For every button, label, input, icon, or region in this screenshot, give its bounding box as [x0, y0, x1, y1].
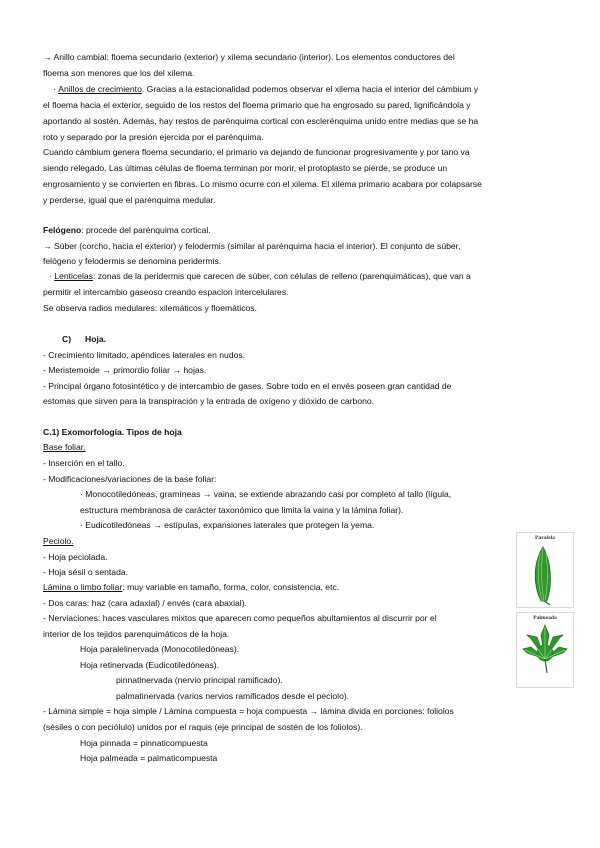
- figure-palmatinervada: [516, 612, 574, 688]
- text-line: aportando al sostén. Además, hay restos de parénquima cortical con esclerénquima unido entre medias que se ha: [43, 116, 479, 126]
- text-line: (sésiles o con peciólulo) unidos por el raquis (eje principal de sostén de los foliolos).: [43, 722, 363, 732]
- palmate-leaf-icon: [517, 613, 573, 687]
- section-title-exomorfologia: C.1) Exomorfología. Tipos de hoja: [43, 427, 182, 437]
- text-line: permitir el intercambio gaseoso creando espacion intercelulares.: [43, 287, 289, 297]
- figure-paralelinervada: [516, 532, 574, 608]
- text-line: floema son menores que los del xilema.: [43, 68, 195, 78]
- list-item: - Inserción en el tallo.: [43, 458, 125, 468]
- section-title-hoja: Hoja.: [85, 334, 107, 344]
- term-felogeno: Felógeno: [43, 225, 82, 235]
- text-fragment: : muy variable en tamaño, forma, color, consistencia, etc.: [122, 582, 340, 592]
- text-line: [53, 84, 478, 95]
- text-line: felógeno y felodermis se denomina peridermis.: [43, 256, 222, 266]
- text-line: → Anillo cambial: floema secundario (exterior) y xilema secundario (interior). Los elementos conductores del: [43, 52, 455, 62]
- list-item: · Eudicotiledóneas → estípulas, expansiones laterales que protegen la yema.: [80, 520, 375, 530]
- text-line: [49, 271, 471, 282]
- text-line: estomas que sirven para la transpiración y la entrada de oxígeno y dióxido de carbono.: [43, 396, 375, 406]
- list-item: - Crecimiento limitado, apéndices laterales en nudos.: [43, 350, 246, 360]
- text-line: roto y separado por la presión ejercida por el parénquima.: [43, 132, 264, 142]
- list-item: - Hoja sésil o sentada.: [43, 567, 129, 577]
- list-item: - Nerviaciones: haces vasculares mixtos que aparecen como pequeños abultamientos al discurrir por el: [43, 613, 437, 623]
- text-line: → Súber (corcho, hacia el exterior) y felodermis (similar al parénquima hacia el interior). El conjunto de súber,: [43, 241, 461, 251]
- text-fragment: : procede del parénquima cortical.: [81, 225, 211, 235]
- parallel-leaf-icon: [517, 533, 573, 607]
- term-anillos-crecimiento: Anillos de crecimiento: [58, 84, 142, 94]
- text-line: Hoja palmeada = palmaticompuesta: [80, 753, 218, 763]
- subheading-base-foliar: Base foliar.: [43, 442, 86, 452]
- figure-caption: Paralela: [535, 535, 555, 541]
- text-line: Hoja paralelinervada (Monocotiledóneas).: [80, 644, 240, 654]
- list-item: · Monocotiledóneas, gramíneas → vaina, se extiende abrazando casi por completo al tallo (lígula,: [80, 489, 452, 499]
- list-item: - Dos caras: haz (cara adaxial) / envés (cara abaxial).: [43, 598, 247, 608]
- text-line: pinnatinervada (nervio principal ramificado).: [116, 675, 283, 685]
- text-line: siendo relegado. Las últimas células de floema terminan por morir, el protoplasto se pierde, se produce un: [43, 163, 448, 173]
- text-line: el floema hacia el exterior, seguido de los restos del floema primario que ha engrosado su pared, lignificándola y: [43, 100, 471, 110]
- list-item: - Modificaciones/variaciones de la base foliar:: [43, 474, 217, 484]
- list-item: - Lámina simple = hoja simple / Lámina compuesta = hoja compuesta → lámina divida en porciones: foliolos: [43, 706, 454, 716]
- text-line: Se observa radios medulares: xilemáticos y floemáticos.: [43, 303, 257, 313]
- bullet: ·: [49, 271, 52, 281]
- figure-caption: Palmeada: [533, 615, 557, 621]
- text-line: [43, 225, 211, 236]
- subheading-peciolo: Peciolo.: [43, 536, 74, 546]
- bullet: ·: [53, 84, 56, 94]
- text-line: Hoja pinnada = pinnaticompuesta: [80, 738, 208, 748]
- text-line: y perderse, igual que el parénquima medular.: [43, 195, 216, 205]
- list-item: - Meristemoide → primordio foliar → hojas.: [43, 365, 207, 375]
- term-lenticelas: Lenticelas: [54, 271, 93, 281]
- text-line: palmatinervada (varios nervios ramificados desde el peciolo).: [116, 691, 350, 701]
- text-line: interior de los tejidos parenquimáticos de la hoja.: [43, 629, 230, 639]
- text-line: Hoja retinervada (Eudicotiledóneas).: [80, 660, 220, 670]
- section-marker: C): [62, 334, 72, 344]
- subheading-lamina: Lámina o limbo foliar: [43, 582, 123, 592]
- list-item: - Principal órgano fotosintético y de intercambio de gases. Sobre todo en el envés poseen gran cantidad de: [43, 381, 452, 391]
- text-line: [43, 582, 339, 593]
- list-item: - Hoja peciolada.: [43, 552, 108, 562]
- text-line: Cuando cámbium genera floema secundario, el primario va dejando de funcionar progresivamente y por tano va: [43, 147, 470, 157]
- text-fragment: : zonas de la peridermis que carecen de súber, con células de relleno (parenquimáticas), que van a: [92, 271, 471, 281]
- text-line: estructura membranosa de carácter taxonómico que limita la vaina y la lámina foliar).: [80, 505, 404, 515]
- text-line: engrosamiento y se convierten en fibras. Lo mismo ocurre con el xilema. El xilema primario acabara por colapsarse: [43, 179, 482, 189]
- text-fragment: . Gracias a la estacionalidad podemos observar el xilema hacia el interior del cámbium y: [141, 84, 479, 94]
